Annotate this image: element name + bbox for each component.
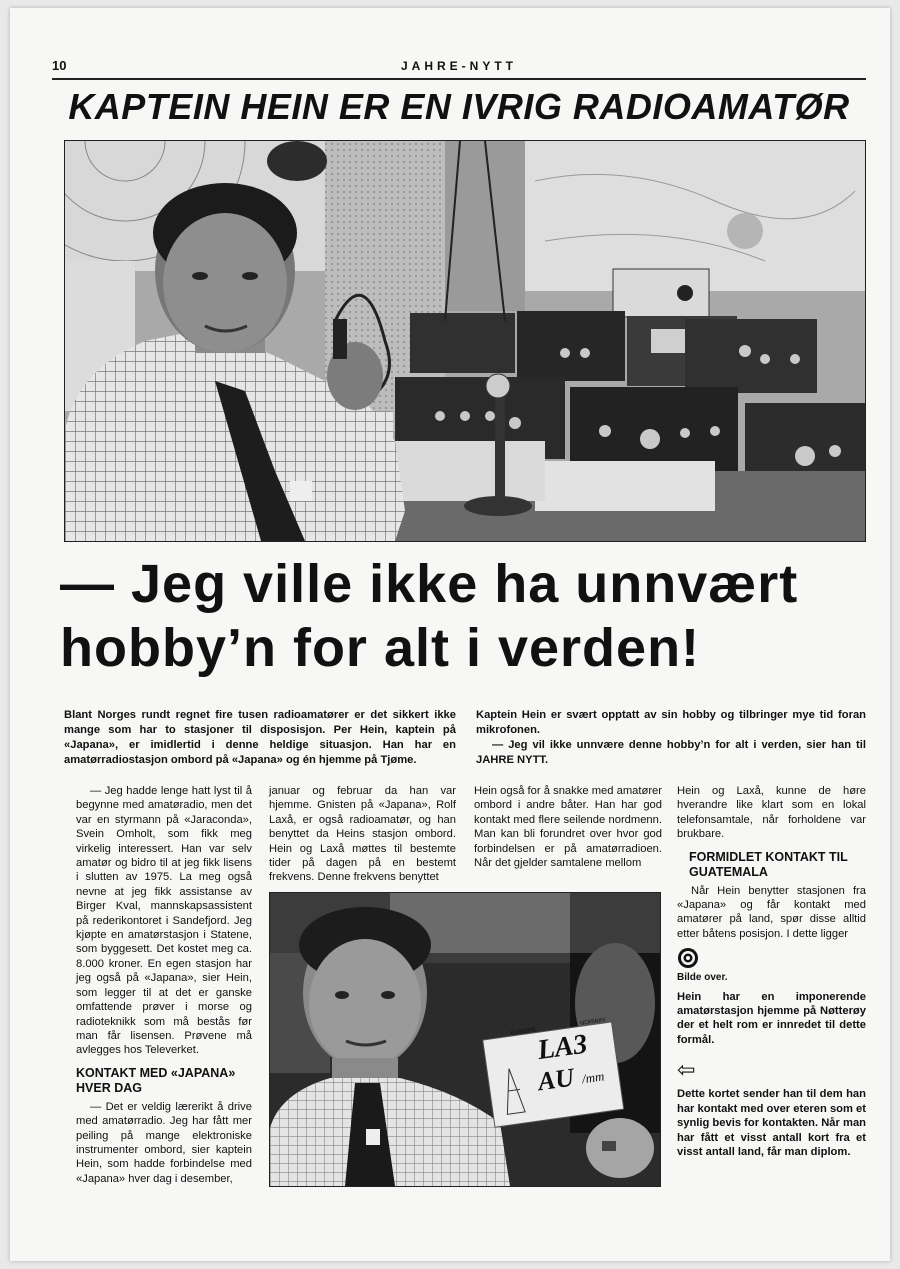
col1-paragraph-2: — Det er veldig lærerikt å drive med amatørradio. Jeg har fått mer peiling på mange elektroniske instrumenter ombord, sier kaptein Hein, som hadde forbindelse med «Japana» hver dag i desember, bbox=[76, 1100, 252, 1185]
col4-paragraph-1: Hein og Laxå, kunne de høre hverandre like klart som en lokal telefonsamtale, når forholdene var brukbare. bbox=[677, 785, 866, 841]
subheadline-line-2: hobby’n for alt i verden! bbox=[60, 618, 701, 678]
qsl-top-right: NORWAY bbox=[579, 1017, 607, 1028]
col1-paragraph-1: — Jeg hadde lenge hatt lyst til å begynne med amatøradio, men det var en styrmann på «Jaraconda», Svein Omholt, som fikk meg virkelig interessert. Han var selv amatør og bidro til at jeg fikk lisens i slutten av 1975. La meg også nevne at jeg fikk assistanse av Birger Kval, mannskapsassistent på rederikontoret i Sandefjord. Jeg kjøpte en amatørstasjon i Statene, som byggesett. Det kostet meg ca. 8.000 kroner. En egen stasjon har jeg også på «Japana», sier Hein, som legger til at det er ganske omfattende prøver i morse og radioteknikk som må bestås før man får lisensen. Prøvene må avlegges hos Televerket. bbox=[76, 785, 252, 1057]
intro-left-paragraph: Blant Norges rundt regnet fire tusen radioamatører er det sikkert ikke mange som har to stasjoner til disposisjon. Per Hein, kaptein på «Japana», er imidlertid i denne heldige situasjon. Han har en amatørradiostasjon ombord på «Japana» og én hjemme på Tjøme. bbox=[64, 709, 456, 766]
qsl-callsign-line-1: LA3 bbox=[535, 1028, 590, 1067]
qsl-top-left: EUROPE bbox=[510, 1027, 537, 1037]
headline: KAPTEIN HEIN ER EN IVRIG RADIOAMATØR bbox=[68, 86, 850, 127]
qsl-callsign-suffix: /mm bbox=[581, 1068, 606, 1087]
column-4 bbox=[677, 784, 866, 1159]
target-ornament-icon bbox=[677, 947, 866, 969]
main-photo-radio-station bbox=[64, 140, 866, 542]
qsl-callsign-line-2: AU bbox=[536, 1062, 576, 1097]
subheadline bbox=[60, 552, 866, 680]
col4-paragraph-2: Når Hein benytter stasjonen fra «Japana» og får kontakt med amatører på land, spør disse alltid etter båtens posisjon. I dette ligger bbox=[677, 884, 866, 940]
col1-section-heading: KONTAKT MED «JAPANA» HVER DAG bbox=[76, 1065, 236, 1095]
page-number: 10 bbox=[52, 58, 67, 73]
caption-2-text: Dette kortet sender han til dem han har kontakt med over eteren som et synlig bevis for kontakten. Når man har fått et visst antall kort fra et visst antall land, får man diplom. bbox=[677, 1088, 867, 1158]
col4-section-heading: FORMIDLET KONTAKT TIL GUATEMALA bbox=[689, 849, 848, 879]
column-1 bbox=[76, 784, 252, 1186]
intro-right-paragraph-1: Kaptein Hein er svært opptatt av sin hobby og tilbringer mye tid foran mikrofonen. bbox=[476, 709, 866, 736]
intro-right-paragraph-2: — Jeg vil ikke unnvære denne hobby’n for alt i verden, sier han til JAHRE NYTT. bbox=[476, 739, 866, 766]
caption-1-text: Hein har en imponerende amatørstasjon hjemme på Nøtterøy der et helt rom er innredet til dette formål. bbox=[677, 990, 866, 1046]
publication-name: JAHRE-NYTT bbox=[400, 59, 517, 73]
column-2 bbox=[269, 784, 456, 885]
intro-right bbox=[476, 708, 866, 768]
subheadline-line-1: — Jeg ville ikke ha unnvært bbox=[60, 554, 799, 614]
column-3 bbox=[474, 784, 662, 870]
left-arrow-icon: ⇦ bbox=[677, 1057, 696, 1083]
intro-left bbox=[64, 708, 456, 768]
photo-captain-with-qsl-card bbox=[269, 892, 661, 1187]
qsl-card bbox=[487, 1015, 624, 1118]
page-header bbox=[52, 58, 866, 80]
col3-paragraph-1: Hein også for å snakke med amatører ombord i andre båter. Han har god kontakt med flere seilende nordmenn. Man kan bli forundret over hvor god forbindelsen er på amatørradioen. Når det gjelder samtalene mellom bbox=[474, 785, 662, 870]
col2-paragraph-1: januar og februar da han var hjemme. Gnisten på «Japana», Rolf Laxå, er også radioamatør, og han benyttet da Heins stasjon ombord. Hein og Laxå møttes til bestemte tider på dagen på en bestemt frekvens. Denne frekvens benyttet bbox=[269, 785, 456, 884]
caption-1-label: Bilde over. bbox=[677, 972, 728, 984]
